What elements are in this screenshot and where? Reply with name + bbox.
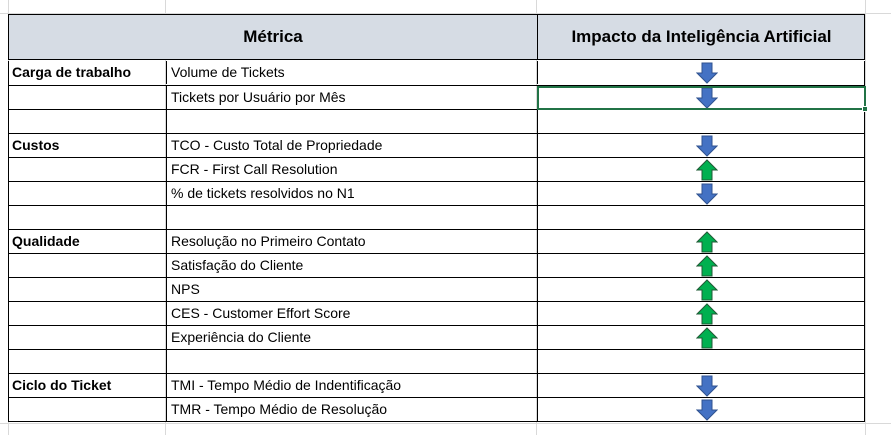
category-cell[interactable]: [9, 206, 166, 229]
impact-cell[interactable]: [537, 374, 864, 397]
impact-cell[interactable]: [537, 278, 864, 301]
header-impact[interactable]: Impacto da Inteligência Artificial: [537, 15, 865, 59]
arrow-up-icon: [696, 159, 718, 181]
header-metric[interactable]: Métrica: [243, 27, 303, 46]
metric-cell[interactable]: Tickets por Usuário por Mês: [166, 86, 537, 109]
arrow-down-icon: [696, 62, 718, 84]
impact-cell[interactable]: [537, 230, 864, 253]
metric-cell[interactable]: [166, 350, 537, 373]
arrow-up-icon: [696, 303, 718, 325]
metric-cell[interactable]: TMR - Tempo Médio de Resolução: [166, 398, 537, 421]
impact-cell[interactable]: [537, 350, 864, 373]
metrics-table: [8, 61, 865, 422]
metric-cell[interactable]: CES - Customer Effort Score: [166, 302, 537, 325]
metric-cell[interactable]: TMI - Tempo Médio de Indentificação: [166, 374, 537, 397]
metric-cell[interactable]: FCR - First Call Resolution: [166, 158, 537, 181]
arrow-down-icon: [696, 183, 718, 205]
impact-cell[interactable]: [537, 182, 864, 205]
category-cell[interactable]: [9, 110, 166, 133]
impact-cell[interactable]: [537, 302, 864, 325]
category-cell[interactable]: [9, 254, 166, 277]
table-row: [9, 253, 864, 277]
table-row: [9, 301, 864, 325]
table-row: [9, 397, 864, 421]
category-cell[interactable]: Ciclo do Ticket: [12, 377, 112, 393]
table-row: [9, 61, 864, 85]
arrow-down-icon: [696, 135, 718, 157]
impact-cell[interactable]: [537, 326, 864, 349]
category-cell[interactable]: [9, 302, 166, 325]
category-cell[interactable]: [9, 398, 166, 421]
table-row: [9, 277, 864, 301]
arrow-up-icon: [696, 279, 718, 301]
metric-cell[interactable]: Satisfação do Cliente: [166, 254, 537, 277]
table-row: [9, 181, 864, 205]
impact-cell[interactable]: [537, 61, 864, 84]
table-row: [9, 349, 864, 373]
table-row: [9, 109, 864, 133]
category-cell[interactable]: Carga de trabalho: [12, 64, 132, 80]
arrow-up-icon: [696, 231, 718, 253]
metric-cell[interactable]: NPS: [166, 278, 537, 301]
arrow-up-icon: [696, 255, 718, 277]
impact-cell[interactable]: [537, 110, 864, 133]
gridline: [865, 0, 866, 435]
gridline: [0, 423, 891, 424]
arrow-down-icon: [696, 375, 718, 397]
table-header: [8, 14, 865, 60]
category-cell[interactable]: [9, 158, 166, 181]
metric-cell[interactable]: Experiência do Cliente: [166, 326, 537, 349]
impact-cell[interactable]: [537, 254, 864, 277]
metric-cell[interactable]: TCO - Custo Total de Propriedade: [166, 134, 537, 157]
table-row: [9, 133, 864, 157]
impact-cell[interactable]: [537, 134, 864, 157]
table-row: [9, 157, 864, 181]
arrow-up-icon: [696, 327, 718, 349]
metric-cell[interactable]: Volume de Tickets: [166, 61, 537, 84]
impact-cell[interactable]: [537, 206, 864, 229]
category-cell[interactable]: Qualidade: [12, 233, 80, 249]
category-cell[interactable]: [9, 350, 166, 373]
category-cell[interactable]: [9, 278, 166, 301]
table-row: [9, 373, 864, 397]
selected-cell[interactable]: [537, 86, 866, 110]
table-row: [9, 325, 864, 349]
category-cell[interactable]: [9, 182, 166, 205]
table-row: [9, 205, 864, 229]
fill-handle[interactable]: [862, 106, 868, 112]
impact-cell[interactable]: [537, 158, 864, 181]
arrow-down-icon: [696, 399, 718, 421]
category-cell[interactable]: [9, 86, 166, 109]
metric-cell[interactable]: % de tickets resolvidos no N1: [166, 182, 537, 205]
impact-cell[interactable]: [537, 398, 864, 421]
metric-cell[interactable]: [166, 110, 537, 133]
category-cell[interactable]: Custos: [12, 137, 60, 153]
category-cell[interactable]: [9, 326, 166, 349]
table-row: [9, 229, 864, 253]
metric-cell[interactable]: [166, 206, 537, 229]
metric-cell[interactable]: Resolução no Primeiro Contato: [166, 230, 537, 253]
